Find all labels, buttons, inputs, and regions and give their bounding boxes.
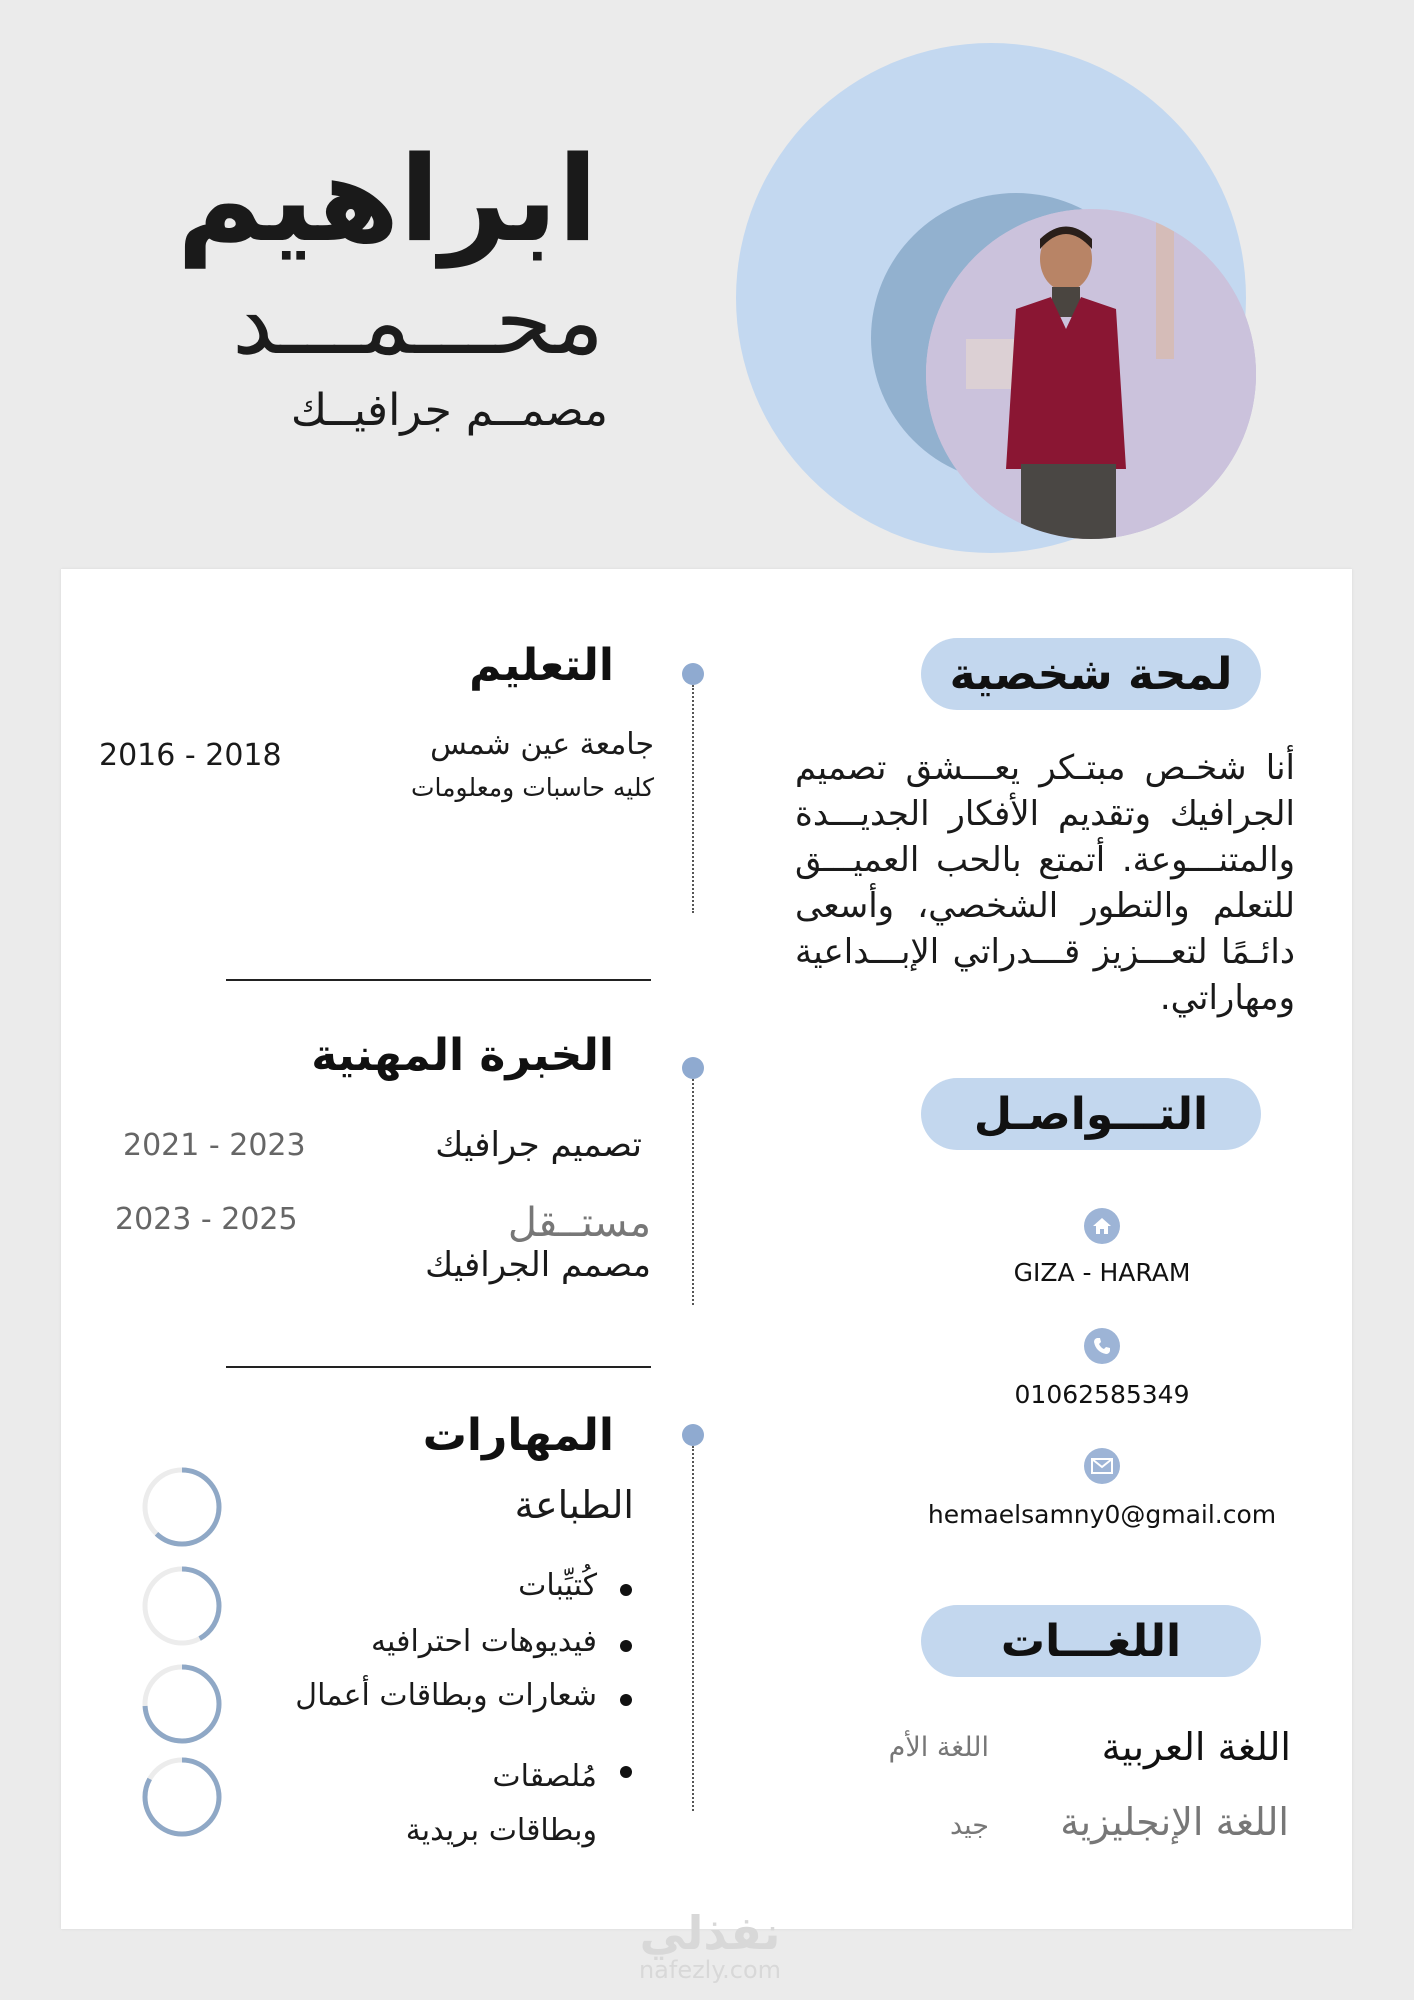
watermark-arabic: نفذلي xyxy=(639,1906,781,1960)
skill-item: كُتيِّبات xyxy=(518,1568,597,1603)
timeline-line-experience xyxy=(692,1079,694,1305)
skill-item: شعارات وبطاقات أعمال xyxy=(295,1678,597,1713)
skill-item: مُلصقات وبطاقات بريدية xyxy=(405,1759,597,1848)
contact-email[interactable]: hemaelsamny0@gmail.com xyxy=(927,1500,1277,1529)
education-institution: جامعة عين شمس xyxy=(430,727,654,762)
skill-ring-4 xyxy=(141,1756,223,1838)
divider xyxy=(226,1366,651,1368)
skills-heading: المهارات xyxy=(422,1410,614,1461)
bullet-dot xyxy=(620,1694,632,1706)
phone-icon xyxy=(1084,1328,1120,1364)
timeline-dot-experience xyxy=(682,1057,704,1079)
experience-heading: الخبرة المهنية xyxy=(311,1030,614,1081)
watermark-latin: nafezly.com xyxy=(638,1956,782,1984)
person-photo-illustration xyxy=(926,209,1256,539)
education-period: 2016 - 2018 xyxy=(99,738,282,773)
bullet-dot xyxy=(620,1766,632,1778)
skill-ring-1 xyxy=(141,1466,223,1548)
languages-heading: اللغـــات xyxy=(921,1605,1261,1677)
experience-role-2: مستــقل xyxy=(507,1200,651,1246)
experience-subtitle-2: مصمم الجرافيك xyxy=(425,1245,651,1285)
experience-role-1: تصميم جرافيك xyxy=(435,1125,642,1165)
timeline-dot-skills xyxy=(682,1424,704,1446)
timeline-dot-education xyxy=(682,663,704,685)
job-title: مصمــم جرافيــك xyxy=(290,385,608,436)
experience-period-2: 2023 - 2025 xyxy=(115,1202,298,1237)
language-level-english: جيد xyxy=(949,1810,989,1841)
education-heading: التعليم xyxy=(469,640,614,691)
watermark xyxy=(620,1906,800,1984)
divider xyxy=(226,979,651,981)
contact-phone[interactable]: 01062585349 xyxy=(1014,1380,1190,1409)
bullet-dot xyxy=(620,1640,632,1652)
about-text: أنا شخـص مبتـكر يعـــشق تصميم الجرافيك وتقديم الأفكار الجديـــدة والمتنـــوعة. أتمتع بالحب العميـــق للتعلم والتطور الشخصي، وأسعى دائـمًا لتعـــزيز قـــدراتي الإبـــداعية ومهاراتي. xyxy=(795,748,1295,1018)
education-faculty: كليه حاسبات ومعلومات xyxy=(411,773,654,802)
contact-address: GIZA - HARAM xyxy=(1013,1258,1191,1287)
contact-heading: التـــواصـل xyxy=(921,1078,1261,1150)
first-name: ابراهيم xyxy=(176,130,598,268)
skill-item: فيديوهات احترافيه xyxy=(370,1624,597,1659)
skills-category: الطباعة xyxy=(514,1483,634,1527)
language-name-english: اللغة الإنجليزية xyxy=(1060,1800,1289,1844)
about-heading: لمحة شخصية xyxy=(921,638,1261,710)
language-level-arabic: اللغة الأم xyxy=(888,1732,989,1763)
last-name: محـــمـــد xyxy=(232,268,604,375)
skill-ring-3 xyxy=(141,1663,223,1745)
mail-icon xyxy=(1084,1448,1120,1484)
skill-ring-2 xyxy=(141,1565,223,1647)
experience-period-1: 2021 - 2023 xyxy=(123,1128,306,1163)
profile-photo xyxy=(926,209,1256,539)
bullet-dot xyxy=(620,1584,632,1596)
timeline-line-skills xyxy=(692,1446,694,1811)
timeline-line-education xyxy=(692,685,694,913)
language-name-arabic: اللغة العربية xyxy=(1101,1725,1291,1769)
home-icon xyxy=(1084,1208,1120,1244)
